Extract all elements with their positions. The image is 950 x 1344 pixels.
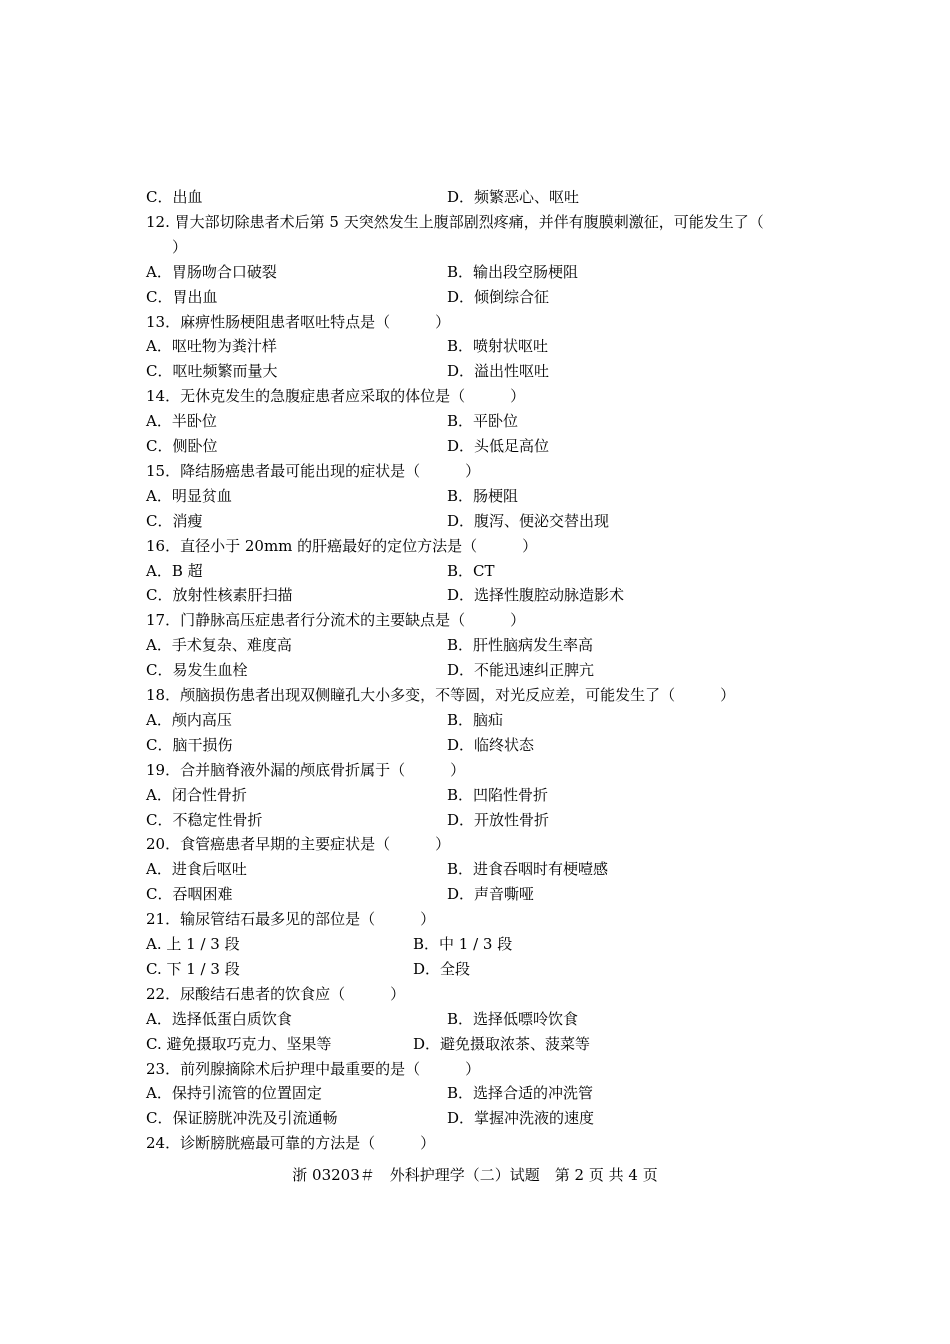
option-b: D．选择性腹腔动脉造影术 [447, 586, 625, 605]
option-a: C. 下 1 / 3 段 [146, 959, 240, 978]
option-a: C．易发生血栓 [146, 661, 248, 680]
option-b: D．声音嘶哑 [447, 885, 535, 904]
page-footer: 浙 03203＃ 外科护理学（二）试题 第 2 页 共 4 页 [292, 1166, 658, 1184]
option-b: D．掌握冲洗液的速度 [447, 1109, 595, 1128]
question-continuation: ） [172, 237, 188, 256]
option-b: D．头低足高位 [447, 437, 550, 455]
option-b: B．进食吞咽时有梗噎感 [447, 860, 609, 879]
option-b: D．全段 [413, 959, 471, 978]
option-b: D．腹泻、便泌交替出现 [447, 511, 610, 530]
option-b: B．选择合适的冲洗管 [447, 1084, 594, 1103]
option-b: B．喷射状呕吐 [447, 337, 549, 356]
question-text: 12. 胃大部切除患者术后第 5 天突然发生上腹部剧烈疼痛，并伴有腹膜刺激征，可能发生了（ [146, 212, 764, 231]
option-a: C．呕吐频繁而量大 [146, 362, 278, 381]
option-a: C．出血 [146, 188, 203, 206]
option-a: C．不稳定性骨折 [146, 810, 263, 829]
option-b: B．中 1 / 3 段 [413, 935, 513, 953]
option-b: D．倾倒综合征 [447, 287, 550, 306]
option-a: C．保证膀胱冲洗及引流通畅 [146, 1109, 338, 1128]
option-b: D．避免摄取浓茶、菠菜等 [413, 1034, 591, 1053]
option-b: B．脑疝 [447, 710, 504, 729]
option-b: D．频繁恶心、呕吐 [447, 188, 580, 206]
option-a: C．放射性核素肝扫描 [146, 586, 293, 605]
question-text: 16．直径小于 20mm 的肝癌最好的定位方法是（ ） [146, 536, 538, 555]
option-b: B．平卧位 [447, 412, 519, 431]
question-text: 17．门静脉高压症患者行分流术的主要缺点是（ ） [146, 611, 526, 630]
option-b: B．肠梗阻 [447, 486, 519, 505]
option-b: D．开放性骨折 [447, 810, 550, 829]
option-b: B．选择低嘌呤饮食 [447, 1009, 579, 1028]
question-text: 22．尿酸结石患者的饮食应（ ） [146, 984, 406, 1003]
question-text: 15．降结肠癌患者最可能出现的症状是（ ） [146, 461, 481, 480]
option-a: C．脑干损伤 [146, 735, 233, 754]
option-a: A．闭合性骨折 [146, 785, 247, 804]
question-text: 19．合并脑脊液外漏的颅底骨折属于（ ） [146, 760, 466, 779]
option-a: C．胃出血 [146, 287, 218, 306]
option-a: C. 避免摄取巧克力、坚果等 [146, 1034, 332, 1053]
option-a: A．进食后呕吐 [146, 860, 247, 879]
option-b: D．不能迅速纠正脾亢 [447, 661, 595, 680]
option-a: A．颅内高压 [146, 710, 232, 729]
question-text: 21．输尿管结石最多见的部位是（ ） [146, 910, 436, 929]
option-b: B．输出段空肠梗阻 [447, 262, 579, 281]
option-a: A．保持引流管的位置固定 [146, 1084, 322, 1103]
option-b: B．CT [447, 561, 495, 580]
option-a: A．选择低蛋白质饮食 [146, 1009, 292, 1028]
option-b: D．临终状态 [447, 735, 535, 754]
option-b: D．溢出性呕吐 [447, 362, 550, 381]
option-a: C．吞咽困难 [146, 885, 233, 904]
option-a: A．胃肠吻合口破裂 [146, 262, 277, 281]
option-b: B．凹陷性骨折 [447, 785, 549, 804]
question-text: 18．颅脑损伤患者出现双侧瞳孔大小多变，不等圆，对光反应差，可能发生了（ ） [146, 686, 736, 704]
question-text: 13．麻痹性肠梗阻患者呕吐特点是（ ） [146, 312, 451, 331]
question-text: 23．前列腺摘除术后护理中最重要的是（ ） [146, 1059, 481, 1078]
option-a: A．呕吐物为粪汁样 [146, 337, 277, 356]
option-a: A．明显贫血 [146, 486, 232, 505]
option-a: A．手术复杂、难度高 [146, 636, 292, 655]
option-a: A. 上 1 / 3 段 [146, 935, 240, 953]
option-a: C．消瘦 [146, 511, 203, 530]
question-text: 24．诊断膀胱癌最可靠的方法是（ ） [146, 1134, 436, 1153]
option-a: C．侧卧位 [146, 437, 218, 455]
option-a: A．B 超 [146, 561, 203, 580]
question-text: 14．无休克发生的急腹症患者应采取的体位是（ ） [146, 387, 526, 406]
question-text: 20．食管癌患者早期的主要症状是（ ） [146, 835, 451, 854]
option-b: B．肝性脑病发生率高 [447, 636, 594, 655]
option-a: A．半卧位 [146, 412, 217, 431]
